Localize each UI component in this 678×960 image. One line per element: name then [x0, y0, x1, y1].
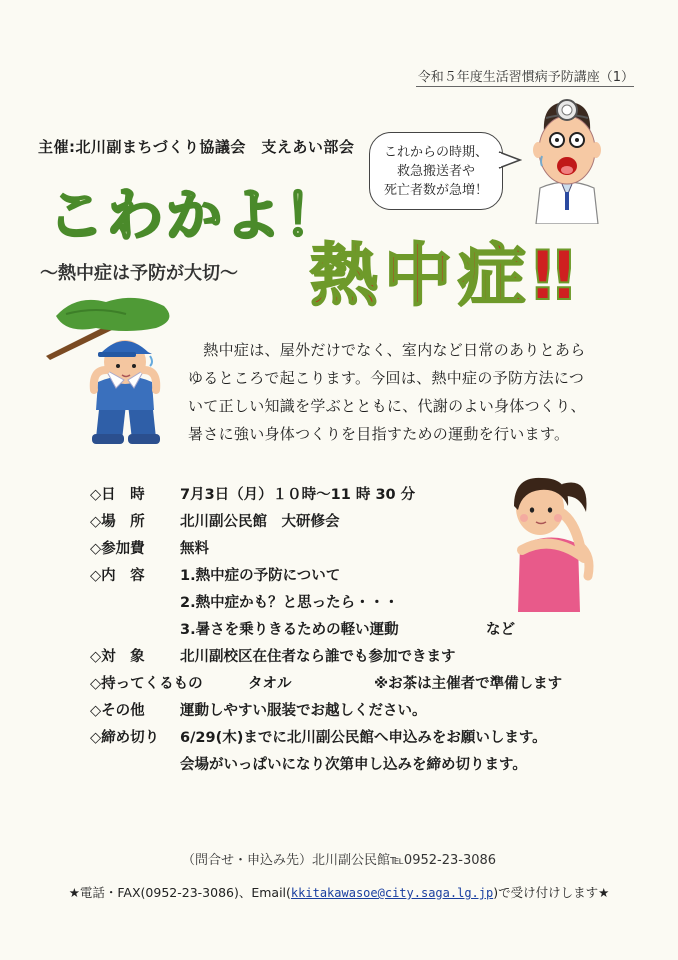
detail-row-fee: [90, 536, 630, 563]
bring-note: ※お茶は主催者で準備します: [374, 676, 563, 692]
subtitle: ～熱中症は予防が大切～: [40, 263, 238, 284]
bubble-line: 死亡者数が急増！: [383, 182, 488, 198]
intro-line: 熱中症は、屋外だけでなく、室内など日常のありとあら: [188, 341, 586, 359]
event-details: [90, 482, 630, 779]
intro-paragraph: [188, 336, 608, 448]
footer-notice: [0, 883, 678, 901]
intro-line: 暑さに強い身体つくりを目指すための運動を行います。: [188, 425, 570, 443]
intro-line: いて正しい知識を学ぶとともに、代謝のよい身体つくり、: [188, 397, 586, 415]
speech-bubble: [369, 132, 503, 210]
topic-title: 熱中症‼: [310, 237, 581, 316]
content-label: ◇内 容: [90, 568, 145, 584]
bubble-line: これからの時期、: [383, 144, 488, 160]
boy-wiping-sweat-illustration: [82, 330, 168, 448]
detail-row-content-3: [90, 617, 630, 644]
fee-label: ◇参加費: [90, 541, 145, 557]
detail-row-target: [90, 644, 630, 671]
date-value: 7月3日（月）１０時～11 時 30 分: [180, 487, 416, 503]
place-value: 北川副公民館 大研修会: [180, 514, 340, 530]
detail-row-deadline: [90, 725, 630, 752]
bring-label: ◇持ってくるもの: [90, 676, 203, 692]
detail-row-bring: [90, 671, 630, 698]
footer-suffix: )で受け付けします★: [493, 885, 610, 900]
content-item: 3.暑さを乗りきるための軽い運動: [180, 622, 399, 638]
content-item: 2.熱中症かも？と思ったら・・・: [180, 595, 399, 611]
place-label: ◇場 所: [90, 514, 145, 530]
detail-row-content-2: [90, 590, 630, 617]
bubble-line: 救急搬送者や: [396, 163, 475, 179]
other-value: 運動しやすい服装でお越しください。: [180, 703, 427, 719]
deadline-value: 6/29(木)までに北川副公民館へ申込みをお願いします。: [180, 730, 547, 746]
bubble-tail: [498, 150, 522, 170]
fee-value: 無料: [180, 541, 209, 557]
doctor-illustration: [522, 92, 612, 224]
detail-row-deadline-2: [90, 752, 630, 779]
deadline-value-2: 会場がいっぱいになり次第申し込みを締め切ります。: [180, 757, 527, 773]
intro-line: ゆるところで起こります。今回は、熱中症の予防方法につ: [188, 369, 585, 387]
target-value: 北川副校区在住者なら誰でも参加できます: [180, 649, 456, 665]
series-label: 令和５年度生活習慣病予防講座（1）: [416, 66, 634, 87]
detail-row-content: [90, 563, 630, 590]
other-label: ◇その他: [90, 703, 145, 719]
date-label: ◇日 時: [90, 487, 145, 503]
main-title: こわかよ！: [48, 184, 343, 249]
contact-info: （問合せ・申込み先）北川副公民館℡0952-23-3086: [181, 853, 497, 868]
email-link[interactable]: kkitakawasoe@city.saga.lg.jp: [290, 886, 494, 900]
detail-row-date: [90, 482, 630, 509]
content-item: 1.熱中症の予防について: [180, 568, 341, 584]
deadline-label: ◇締め切り: [90, 730, 160, 746]
footer-prefix: ★電話・FAX(0952-23-3086)、Email(: [68, 885, 291, 900]
organizer-text: 主催:北川副まちづくり協議会 支えあい部会: [38, 138, 355, 156]
target-label: ◇対 象: [90, 649, 145, 665]
detail-row-other: [90, 698, 630, 725]
content-suffix: など: [486, 622, 515, 638]
detail-row-place: [90, 509, 630, 536]
bring-value: タオル: [248, 676, 292, 692]
